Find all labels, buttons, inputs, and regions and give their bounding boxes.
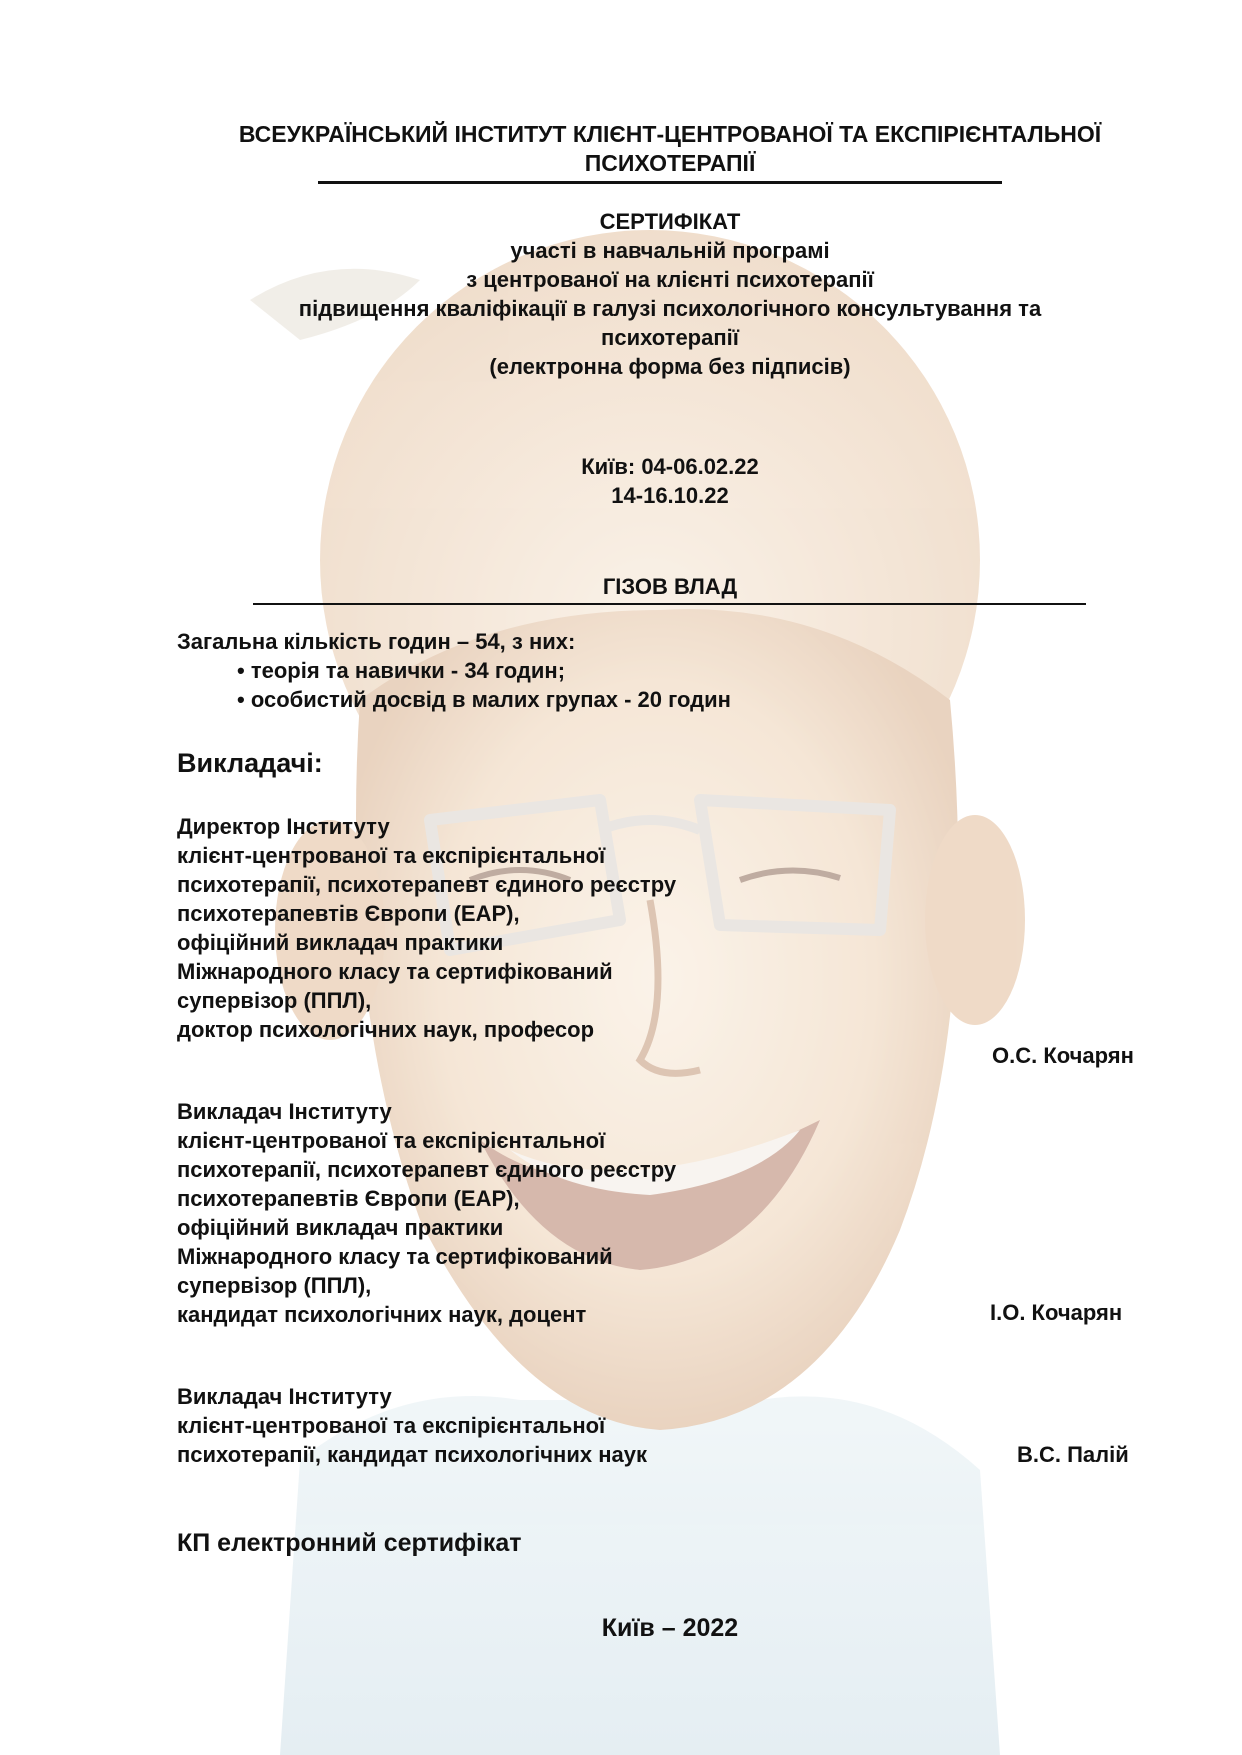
teacher-line: психотерапії, кандидат психологічних наук bbox=[177, 1442, 647, 1467]
teacher-line: Міжнародного класу та сертифікований bbox=[177, 1244, 613, 1269]
certificate-title: СЕРТИФІКАТ bbox=[599, 209, 741, 234]
certificate-line: психотерапії bbox=[601, 325, 739, 350]
teacher-line: психотерапії, психотерапевт єдиного реєстру bbox=[177, 1157, 677, 1182]
certificate-heading bbox=[200, 207, 1140, 381]
recipient-name: ГІЗОВ ВЛАД bbox=[602, 574, 738, 599]
certificate-line: участі в навчальній програмі bbox=[510, 238, 830, 263]
teacher-line: клієнт-центрованої та експірієнтальної bbox=[177, 1413, 606, 1438]
teacher-line: клієнт-центрованої та експірієнтальної bbox=[177, 843, 606, 868]
teacher-description bbox=[177, 1382, 647, 1469]
institute-name bbox=[140, 120, 1200, 178]
footer-city-year: Київ – 2022 bbox=[601, 1614, 739, 1642]
hours-item: • особистий досвід в малих групах - 20 годин bbox=[237, 687, 731, 712]
teacher-line: Міжнародного класу та сертифікований bbox=[177, 959, 613, 984]
header-divider bbox=[318, 181, 1002, 184]
teacher-signature-name: В.С. Палій bbox=[1017, 1442, 1129, 1467]
teacher-line: Викладач Інституту bbox=[177, 1099, 392, 1124]
teacher-description bbox=[177, 1097, 676, 1329]
institute-name-line: ПСИХОТЕРАПІЇ bbox=[584, 150, 756, 176]
teacher-line: психотерапевтів Європи (ЕАР), bbox=[177, 901, 520, 926]
hours-summary bbox=[177, 627, 731, 714]
date-line: Київ: 04-06.02.22 bbox=[581, 454, 759, 479]
institute-name-line: ВСЕУКРАЇНСЬКИЙ ІНСТИТУТ КЛІЄНТ-ЦЕНТРОВАНОЇ ТА ЕКСПІРІЄНТАЛЬНОЇ bbox=[238, 121, 1102, 147]
hours-item: • теорія та навички - 34 годин; bbox=[237, 658, 566, 683]
teacher-line: супервізор (ППЛ), bbox=[177, 988, 372, 1013]
teacher-line: Директор Інституту bbox=[177, 814, 390, 839]
name-underline bbox=[253, 603, 1086, 605]
teacher-signature-name: О.С. Кочарян bbox=[992, 1043, 1134, 1068]
teacher-line: Викладач Інституту bbox=[177, 1384, 392, 1409]
teacher-line: офіційний викладач практики bbox=[177, 1215, 504, 1240]
teacher-line: доктор психологічних наук, професор bbox=[177, 1017, 595, 1042]
hours-total: Загальна кількість годин – 54, з них: bbox=[177, 629, 576, 654]
teacher-line: супервізор (ППЛ), bbox=[177, 1273, 372, 1298]
teachers-title: Викладачі: bbox=[177, 748, 323, 778]
teacher-description bbox=[177, 812, 676, 1044]
teacher-line: клієнт-центрованої та експірієнтальної bbox=[177, 1128, 606, 1153]
teacher-line: офіційний викладач практики bbox=[177, 930, 504, 955]
certificate-line: (електронна форма без підписів) bbox=[489, 354, 851, 379]
certificate-line: з центрованої на клієнті психотерапії bbox=[466, 267, 874, 292]
course-dates bbox=[440, 452, 900, 510]
teacher-line: кандидат психологічних наук, доцент bbox=[177, 1302, 587, 1327]
teacher-line: психотерапевтів Європи (ЕАР), bbox=[177, 1186, 520, 1211]
certificate-line: підвищення кваліфікації в галузі психологічного консультування та bbox=[298, 296, 1042, 321]
teacher-line: психотерапії, психотерапевт єдиного реєстру bbox=[177, 872, 677, 897]
date-line: 14-16.10.22 bbox=[611, 483, 729, 508]
teacher-signature-name: І.О. Кочарян bbox=[990, 1300, 1123, 1325]
electronic-certificate-label: КП електронний сертифікат bbox=[177, 1529, 522, 1557]
